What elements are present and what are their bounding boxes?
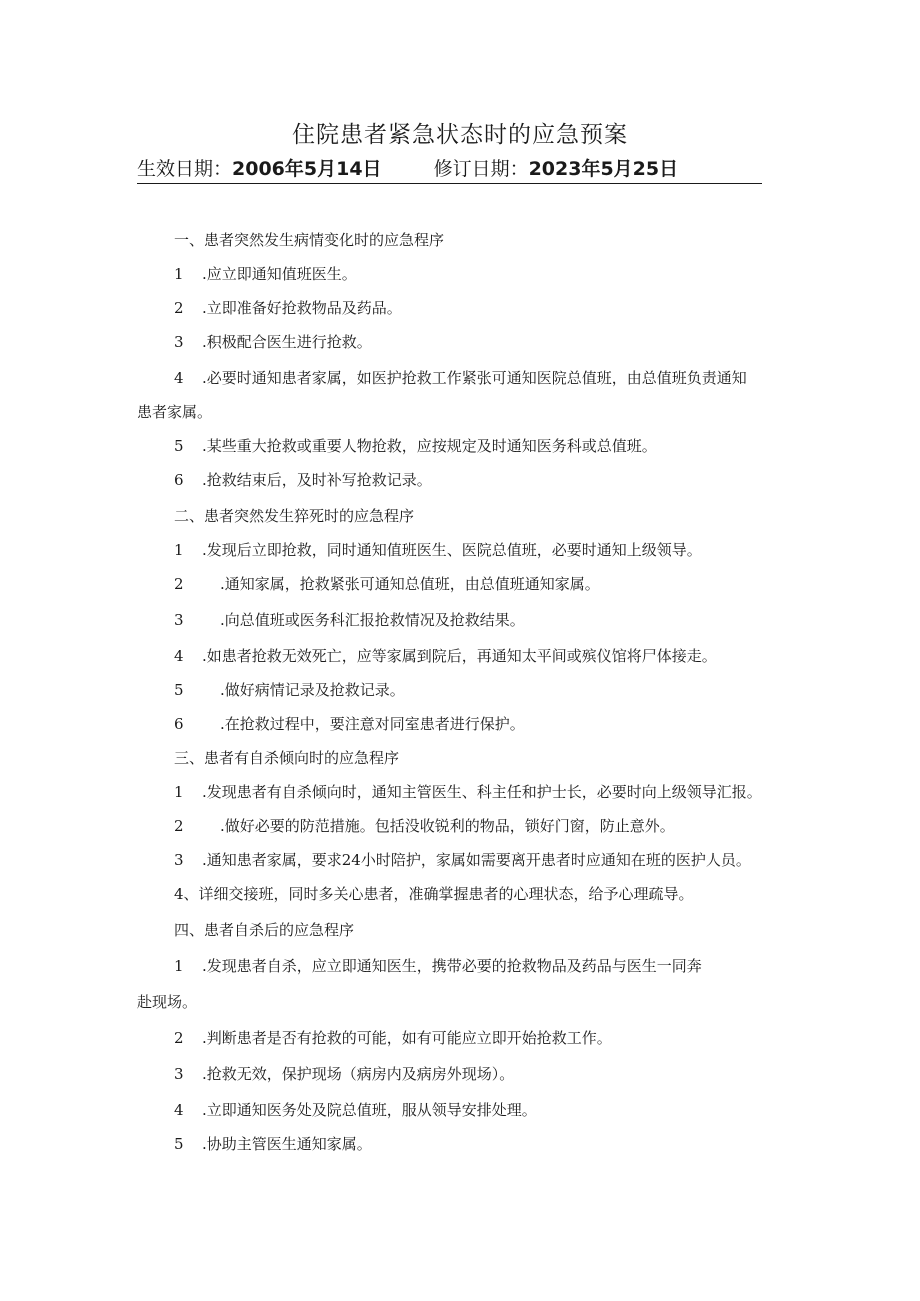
list-item: 1 .发现患者有自杀倾向时，通知主管医生、科主任和护士长，必要时向上级领导汇报。	[174, 783, 762, 801]
effective-date-label: 生效日期：	[137, 158, 233, 180]
list-item: 5 .协助主管医生通知家属。	[174, 1135, 372, 1153]
list-item: 2 .做好必要的防范措施。包括没收锐利的物品，锁好门窗，防止意外。	[174, 817, 675, 835]
list-item: 3 .通知患者家属，要求24小时陪护，家属如需要离开患者时应通知在班的医护人员。	[174, 851, 751, 869]
list-item: 5 .做好病情记录及抢救记录。	[174, 681, 405, 699]
list-item: 4 .如患者抢救无效死亡，应等家属到院后，再通知太平间或殡仪馆将尸体接走。	[174, 647, 717, 665]
list-item: 5 .某些重大抢救或重要人物抢救，应按规定及时通知医务科或总值班。	[174, 437, 657, 455]
list-item-continuation: 患者家属。	[137, 403, 213, 421]
revised-date-label: 修订日期：	[433, 158, 529, 180]
list-item: 3 .向总值班或医务科汇报抢救情况及抢救结果。	[174, 611, 525, 629]
document-title: 住院患者紧急状态时的应急预案	[292, 122, 628, 148]
list-item: 3 .抢救无效，保护现场（病房内及病房外现场）。	[174, 1065, 515, 1083]
list-item: 2 .立即准备好抢救物品及药品。	[174, 299, 402, 317]
list-item: 3 .积极配合医生进行抢救。	[174, 333, 372, 351]
date-line	[137, 154, 762, 184]
revised-date: 2023年5月25日	[528, 158, 679, 180]
list-item: 4 .必要时通知患者家属，如医护抢救工作紧张可通知医院总值班，由总值班负责通知	[174, 369, 747, 387]
list-item: 4、详细交接班，同时多关心患者，准确掌握患者的心理状态，给予心理疏导。	[174, 885, 694, 903]
section-heading: 三、患者有自杀倾向时的应急程序	[174, 749, 400, 767]
section-heading: 二、患者突然发生猝死时的应急程序	[174, 507, 415, 525]
list-item-continuation: 赴现场。	[137, 993, 198, 1011]
list-item: 2 .判断患者是否有抢救的可能，如有可能应立即开始抢救工作。	[174, 1029, 612, 1047]
list-item: 1 .发现后立即抢救，同时通知值班医生、医院总值班，必要时通知上级领导。	[174, 541, 702, 559]
list-item: 4 .立即通知医务处及院总值班，服从领导安排处理。	[174, 1101, 537, 1119]
section-heading: 一、患者突然发生病情变化时的应急程序	[174, 231, 445, 249]
section-heading: 四、患者自杀后的应急程序	[174, 921, 355, 939]
list-item: 6 .抢救结束后，及时补写抢救记录。	[174, 471, 432, 489]
list-item: 1 .应立即通知值班医生。	[174, 265, 357, 283]
list-item: 1 .发现患者自杀，应立即通知医生，携带必要的抢救物品及药品与医生一同奔	[174, 957, 702, 975]
effective-date: 2006年5月14日	[232, 158, 382, 180]
list-item: 2 .通知家属，抢救紧张可通知总值班，由总值班通知家属。	[174, 575, 600, 593]
list-item: 6 .在抢救过程中，要注意对同室患者进行保护。	[174, 715, 525, 733]
